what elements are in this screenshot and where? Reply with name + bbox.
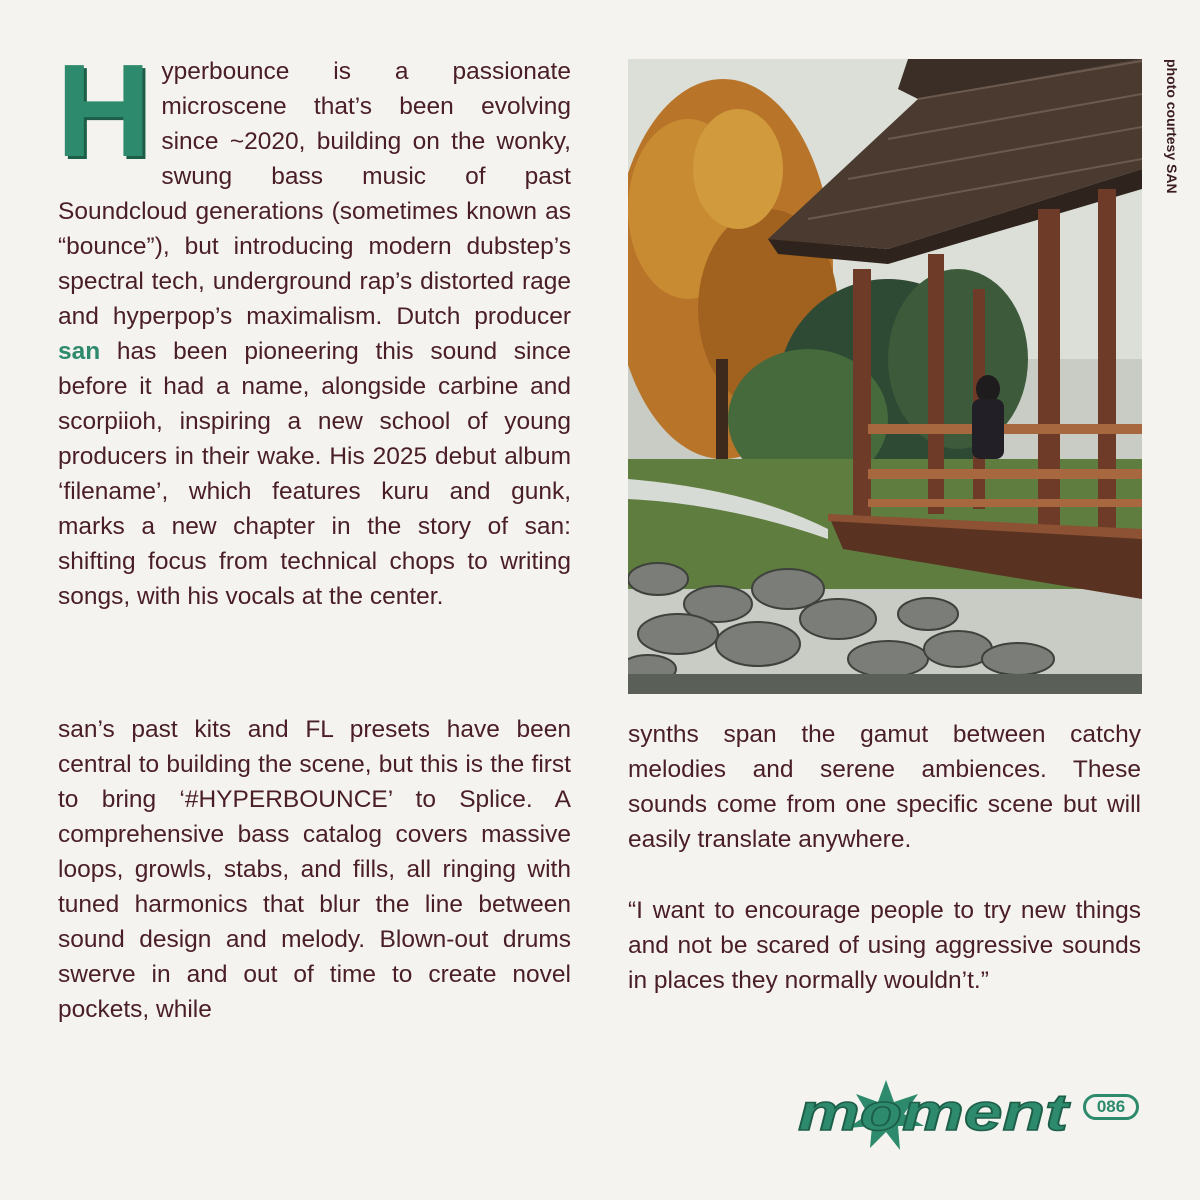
artist-name-highlight: san: [58, 338, 101, 365]
article-column-left-bottom: [58, 712, 571, 1027]
article-column-left-top: [56, 37, 571, 614]
paragraph-kits: san’s past kits and FL presets have been central to building the scene, but this is the first to bring ‘#HYPERBOUNCE’ to Splice. A comprehensive bass catalog covers massive loops, growls, stabs, and fills, all ringing with tuned harmonics that blur the line between sound design and melody. Blown-out drums swerve in and out of time to create novel pockets, while: [58, 716, 571, 1023]
paragraph-intro: [56, 37, 571, 614]
pull-quote: “I want to encourage people to try new things and not be scared of using aggressive sounds in places they normally wouldn’t.”: [628, 897, 1141, 994]
paragraph-synths: synths span the gamut between catchy melodies and serene ambiences. These sounds come from one specific scene but will easily translate anywhere.: [628, 721, 1141, 853]
intro-text: yperbounce is a passionate microscene that’s been evolving since ~2020, building on the wonky, swung bass music of past Soundcloud generations (sometimes known as “bounce”), but introducing modern dubstep’s spectral tech, underground rap’s distorted rage and hyperpop’s maximalism. Dutch producer: [58, 58, 571, 330]
moment-logo: [798, 1080, 1073, 1150]
article-column-right: [628, 717, 1141, 998]
pavilion-photo: [628, 59, 1142, 694]
issue-number-badge: 086: [1083, 1094, 1139, 1120]
photo-credit: photo courtesy SAN: [1164, 59, 1180, 194]
logo-wordmark: moment: [798, 1084, 1072, 1142]
intro-text-tail: has been pioneering this sound since before it had a name, alongside carbine and scorpiioh, inspiring a new school of young producers in their wake. His 2025 debut album ‘filename’, which features kuru and gunk, marks a new chapter in the story of san: shifting focus from technical chops to writing songs, with his vocals at the center.: [58, 338, 571, 610]
drop-cap: H: [56, 37, 152, 184]
